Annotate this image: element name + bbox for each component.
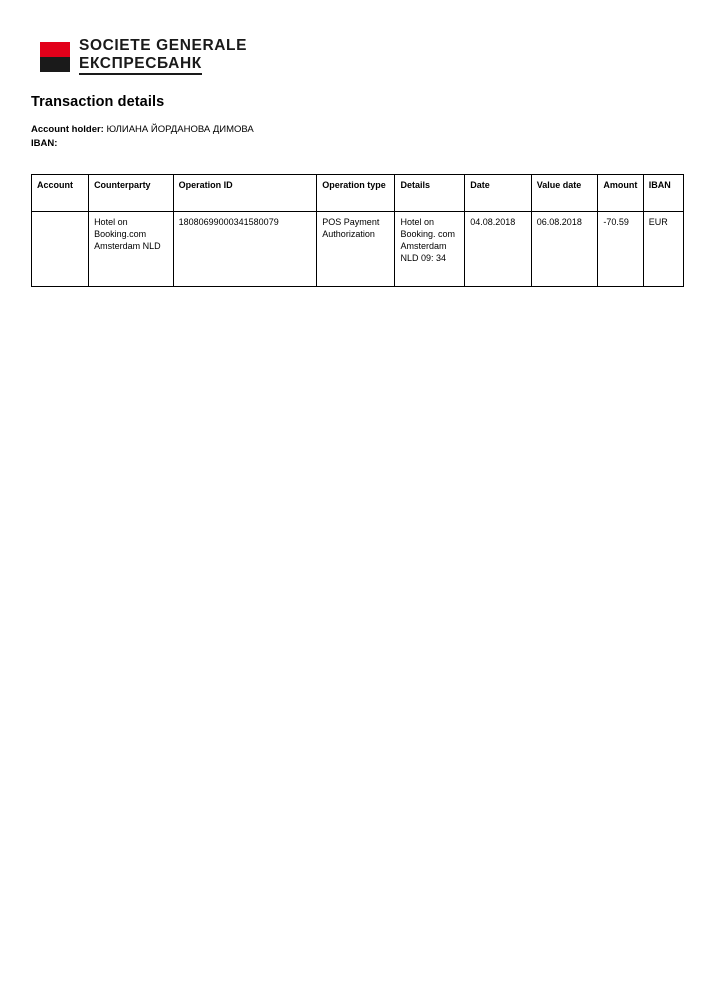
table-row <box>32 212 684 287</box>
cell-currency: EUR <box>643 212 683 287</box>
table-header-row <box>32 175 684 212</box>
iban-row <box>31 137 254 151</box>
column-header-counterparty: Counterparty <box>89 175 174 212</box>
account-holder-value: ЮЛИАНА ЙОРДАНОВА ДИМОВА <box>106 124 254 135</box>
bank-name <box>79 38 247 75</box>
column-header-account: Account <box>32 175 89 212</box>
column-header-value-date: Value date <box>531 175 598 212</box>
cell-counterparty: Hotel on Booking.com Amsterdam NLD <box>89 212 174 287</box>
page-title: Transaction details <box>31 94 165 110</box>
bank-logo <box>40 38 247 75</box>
cell-operation-type: POS Payment Authorization <box>317 212 395 287</box>
account-holder-label: Account holder: <box>31 124 104 135</box>
societe-generale-square-logo-icon <box>40 42 70 72</box>
column-header-iban: IBAN <box>643 175 683 212</box>
account-holder-row <box>31 123 254 137</box>
cell-value-date: 06.08.2018 <box>531 212 598 287</box>
iban-label: IBAN: <box>31 137 58 149</box>
cell-amount: -70.59 <box>598 212 643 287</box>
cell-details: Hotel on Booking. com Amsterdam NLD 09: 34 <box>395 212 465 287</box>
transaction-table <box>31 174 684 287</box>
column-header-date: Date <box>465 175 532 212</box>
account-meta <box>31 123 254 151</box>
column-header-amount: Amount <box>598 175 643 212</box>
column-header-operation-type: Operation type <box>317 175 395 212</box>
column-header-operation-id: Operation ID <box>173 175 317 212</box>
bank-name-line1: SOCIETE GENERALE <box>79 37 248 54</box>
cell-operation-id: 18080699000341580079 <box>173 212 317 287</box>
cell-account <box>32 212 89 287</box>
cell-date: 04.08.2018 <box>465 212 532 287</box>
column-header-details: Details <box>395 175 465 212</box>
bank-name-line2: ЕКСПРЕСБАНК <box>79 56 202 76</box>
